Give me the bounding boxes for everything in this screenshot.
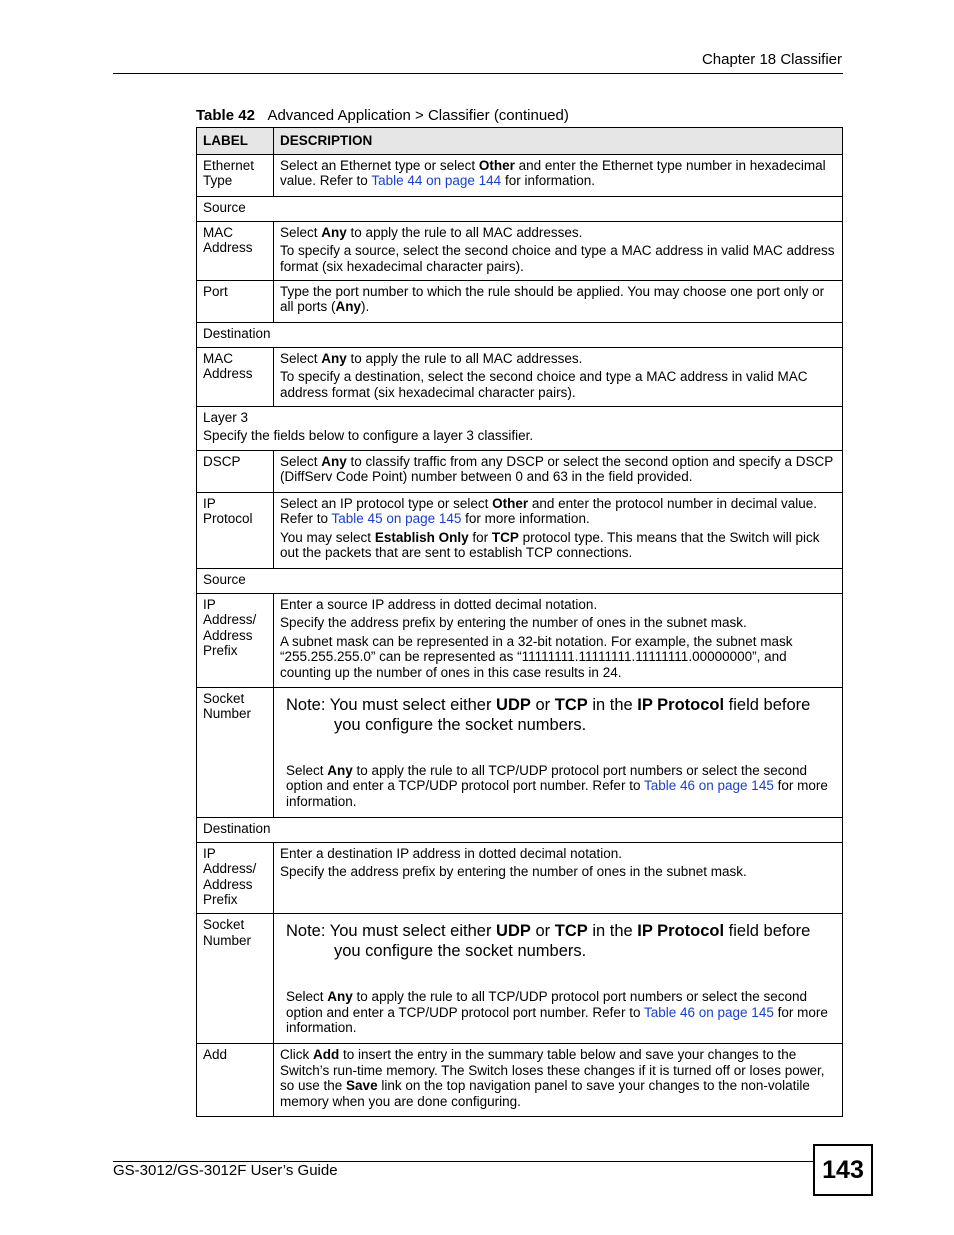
section-row-layer3: [197, 406, 843, 450]
row-label: Ethernet Type: [197, 154, 274, 196]
row-description: Enter a destination IP address in dotted decimal notation. Specify the address prefix by entering the number of ones in the subnet mask.: [274, 842, 843, 913]
section-row-destination: [197, 322, 843, 347]
row-label: Port: [197, 280, 274, 322]
table-row: [197, 280, 843, 322]
row-description: [274, 913, 843, 1043]
column-header-description: DESCRIPTION: [274, 128, 843, 155]
note-body: Select Any to apply the rule to all TCP/UDP protocol port numbers or select the second option and enter a TCP/UDP protocol port number. Refer to Table 46 on page 145 for more information.: [286, 762, 828, 809]
row-label: IP Address/ Address Prefix: [197, 842, 274, 913]
section-row-destination: [197, 817, 843, 842]
section-row-source: [197, 568, 843, 593]
table-46-link[interactable]: Table 46 on page 145: [643, 1004, 774, 1020]
section-row-source: [197, 196, 843, 221]
note-body: Select Any to apply the rule to all TCP/UDP protocol port numbers or select the second option and enter a TCP/UDP protocol port number. Refer to Table 46 on page 145 for more information.: [286, 988, 828, 1036]
row-description: Enter a source IP address in dotted decimal notation. Specify the address prefix by entering the number of ones in the subnet mask. A subnet mask can be represented in a 32-bit notation. For example, the subnet mask “255.255.255.0” can be represented as “11111111.11111111.11111111.00000000”, and counting up the number of ones in this case results in 24.: [274, 593, 843, 687]
row-label: IP Protocol: [197, 492, 274, 568]
row-label: Add: [197, 1043, 274, 1116]
note-text: Note: You must select either UDP or TCP in the IP Protocol field before you configure the socket numbers.: [286, 695, 811, 734]
row-label: Socket Number: [197, 687, 274, 817]
guide-title: GS-3012/GS-3012F User’s Guide: [113, 1162, 338, 1179]
classifier-table: [196, 127, 843, 1117]
table-row: [197, 593, 843, 687]
page-number: 143: [813, 1144, 873, 1196]
section-label: Destination: [197, 322, 843, 347]
row-description: Click Add to insert the entry in the summary table below and save your changes to the Switch’s run-time memory. The Switch loses these changes if it is turned off or loses power, so use the Save link on the top navigation panel to save your changes to the non-volatile memory when you are done configuring.: [274, 1043, 843, 1116]
section-label: Destination: [197, 817, 843, 842]
table-number: Table 42: [196, 107, 255, 124]
table-caption: [196, 107, 569, 124]
table-row: [197, 1043, 843, 1116]
section-label: Source: [197, 568, 843, 593]
row-description: [274, 687, 843, 817]
table-row: [197, 450, 843, 492]
section-label: Source: [197, 196, 843, 221]
table-45-link[interactable]: Table 45 on page 145: [331, 511, 462, 527]
table-row: [197, 347, 843, 406]
section-label: Layer 3 Specify the fields below to configure a layer 3 classifier.: [197, 406, 843, 450]
note-text: Note: You must select either UDP or TCP in the IP Protocol field before you configure the socket numbers.: [286, 921, 811, 960]
row-description: Select Any to classify traffic from any DSCP or select the second option and specify a DSCP (DiffServ Code Point) number between 0 and 63 in the field provided.: [274, 450, 843, 492]
row-description: Select an Ethernet type or select Other and enter the Ethernet type number in hexadecimal value. Refer to Table 44 on page 144 for information.: [274, 154, 843, 196]
row-label: Socket Number: [197, 913, 274, 1043]
row-description: Select Any to apply the rule to all MAC addresses. To specify a source, select the second choice and type a MAC address in valid MAC address format (six hexadecimal character pairs).: [274, 221, 843, 280]
row-label: IP Address/ Address Prefix: [197, 593, 274, 687]
row-label: MAC Address: [197, 221, 274, 280]
table-row: [197, 154, 843, 196]
table-row: [197, 842, 843, 913]
table-46-link[interactable]: Table 46 on page 145: [643, 778, 774, 794]
table-row: [197, 687, 843, 817]
table-44-link[interactable]: Table 44 on page 144: [371, 173, 502, 189]
table-title: Advanced Application > Classifier (continued): [267, 107, 569, 124]
row-description: Select an IP protocol type or select Other and enter the protocol number in decimal value. Refer to Table 45 on page 145 for more information. You may select Establish Only for TCP protocol type. This means that the Switch will pick out the packets that are sent to establish TCP connections.: [274, 492, 843, 568]
table-row: [197, 221, 843, 280]
chapter-header: Chapter 18 Classifier: [701, 51, 842, 68]
row-label: DSCP: [197, 450, 274, 492]
row-description: Select Any to apply the rule to all MAC addresses. To specify a destination, select the second choice and type a MAC address in valid MAC address format (six hexadecimal character pairs).: [274, 347, 843, 406]
table-row: [197, 913, 843, 1043]
row-description: Type the port number to which the rule should be applied. You may choose one port only or all ports (Any).: [274, 280, 843, 322]
header-divider: [113, 73, 843, 74]
table-header-row: [197, 128, 843, 155]
table-row: [197, 492, 843, 568]
row-label: MAC Address: [197, 347, 274, 406]
column-header-label: LABEL: [197, 128, 274, 155]
